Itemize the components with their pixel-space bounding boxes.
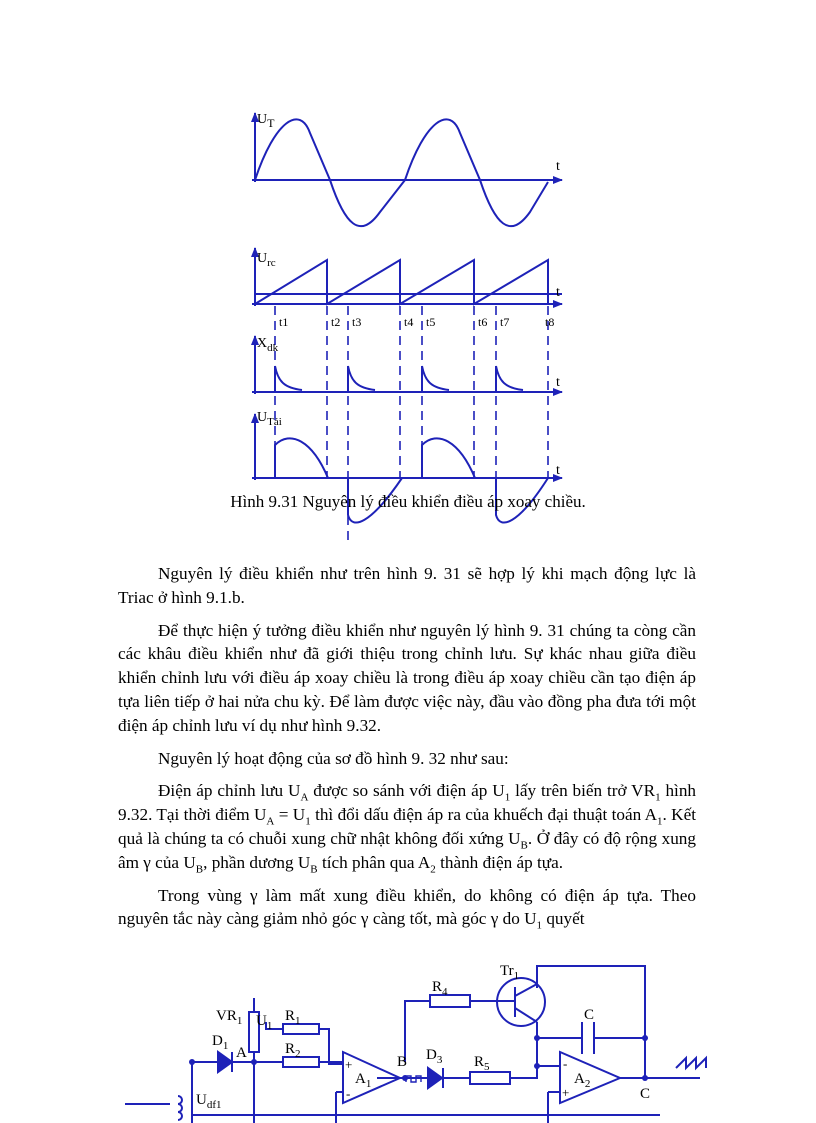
label-r5: $R_5$: [474, 1054, 490, 1073]
transformer-coil: [178, 1096, 182, 1120]
t-label-ut: t: [556, 159, 560, 174]
label-vr1: $VR_1$: [216, 1008, 243, 1027]
sawtooth-symbol: [676, 1058, 706, 1068]
junction-dot: [251, 1059, 257, 1065]
paragraph-3: Nguyên lý hoạt động của sơ đồ hình 9. 32 như sau:: [158, 748, 509, 768]
label-d3: $D_3$: [426, 1047, 443, 1066]
time-mark-t1: t1: [279, 315, 289, 329]
r5-to-node: [510, 1066, 537, 1078]
label-a1: $A_1$: [355, 1071, 372, 1090]
time-mark-t2: t2: [331, 315, 341, 329]
label-tr1: $Tr_1$: [500, 963, 520, 982]
body-text: [118, 562, 696, 931]
label-a: A: [236, 1045, 247, 1061]
paragraph-5: Trong vùng γ làm mất xung điều khiển, do không có điện áp tựa. Theo nguyên tắc này càng giảm nhỏ góc γ càng tốt, mà góc γ do $U_1$ quyết: [118, 885, 696, 932]
ut-label: UT: [257, 112, 275, 130]
label-u1: $U_1$: [256, 1013, 273, 1032]
utai-label: $U_{Tải}$: [257, 410, 282, 428]
time-mark-t5: t5: [426, 315, 436, 329]
resistor-r5: [470, 1072, 510, 1084]
resistor-r1: [283, 1024, 319, 1034]
paragraph-2: Để thực hiện ý tưởng điều khiển như nguyên lý hình 9. 31 chúng ta còng cần các khâu điều khiển như đã giới thiệu trong chỉnh lưu. Sự khác nhau giữa điều khiển chỉnh lưu với điều áp xoay chiều là trong điều áp xoay chiều cần tạo điện áp tựa liên tiếp ở hai nửa chu kỳ. Để làm được việc này, đầu vào đồng pha đưa tới một điện áp chỉnh lưu ví dụ như hình 9.32.: [118, 620, 696, 735]
diode-d1: [218, 1052, 232, 1072]
tr1-emitter: [515, 1008, 537, 1022]
xdk-label: $X_{dk}$: [257, 336, 279, 354]
tr1-collector: [515, 984, 537, 996]
t-label-utai: t: [556, 463, 560, 478]
label-d1: $D_1$: [212, 1033, 229, 1052]
figure-9-32-circuit: [0, 942, 816, 1123]
paragraph-1: Nguyên lý điều khiển như trên hình 9. 31 sẽ hợp lý khi mạch động lực là Triac ở hình 9.1.b.: [118, 564, 696, 607]
paragraph-4: Điện áp chỉnh lưu $U_A$ được so sánh với điện áp $U_1$ lấy trên biến trở $VR_1$ hình 9.32. Tại thời điểm $U_A = U_1$ thì đổi dấu điện áp ra của khuếch đại thuật toán $A_1$. Kết quả là chúng ta có chuỗi xung chữ nhật không đối xứng $U_B$. Ở đây có độ rộng xung âm γ của $U_B$, phần dương $U_B$ tích phân qua $A_2$ thành điện áp tựa.: [118, 781, 697, 876]
label-a2: $A_2$: [574, 1071, 591, 1090]
junction-dot: [189, 1059, 195, 1065]
a1-plus-sign: +: [345, 1057, 353, 1072]
time-mark-t8: t8: [545, 315, 555, 329]
junction-dot: [534, 1035, 540, 1041]
time-mark-t4: t4: [404, 315, 414, 329]
junction-dot: [642, 1075, 648, 1081]
label-udf1: $U_{df1}$: [196, 1092, 222, 1111]
a2-plus-sign: +: [562, 1085, 570, 1100]
label-r1: $R_1$: [285, 1008, 301, 1027]
label-c-out: C: [640, 1086, 651, 1102]
urc-label: $U_{rc}$: [257, 251, 276, 269]
label-r2: $R_2$: [285, 1041, 301, 1060]
time-mark-t3: t3: [352, 315, 362, 329]
diode-d3: [428, 1068, 442, 1088]
resistor-r2: [283, 1057, 319, 1067]
junction-dot: [642, 1035, 648, 1041]
resistor-r4: [430, 995, 470, 1007]
label-b: B: [397, 1054, 408, 1070]
time-mark-t6: t6: [478, 315, 488, 329]
junction-dot: [534, 1063, 540, 1069]
t-label-xdk: t: [556, 375, 560, 390]
r1-to-a1: [319, 1029, 343, 1064]
label-c: C: [584, 1007, 595, 1023]
figure-caption: Hình 9.31 Nguyên lý điều khiển điều áp xoay chiều.: [230, 492, 586, 511]
a1-minus-sign: -: [346, 1086, 351, 1101]
integrator-node: [537, 1026, 560, 1066]
t-label-urc: t: [556, 285, 560, 300]
label-r4: $R_4$: [432, 979, 448, 998]
a2-minus-sign: -: [563, 1056, 568, 1071]
time-mark-t7: t7: [500, 315, 510, 329]
